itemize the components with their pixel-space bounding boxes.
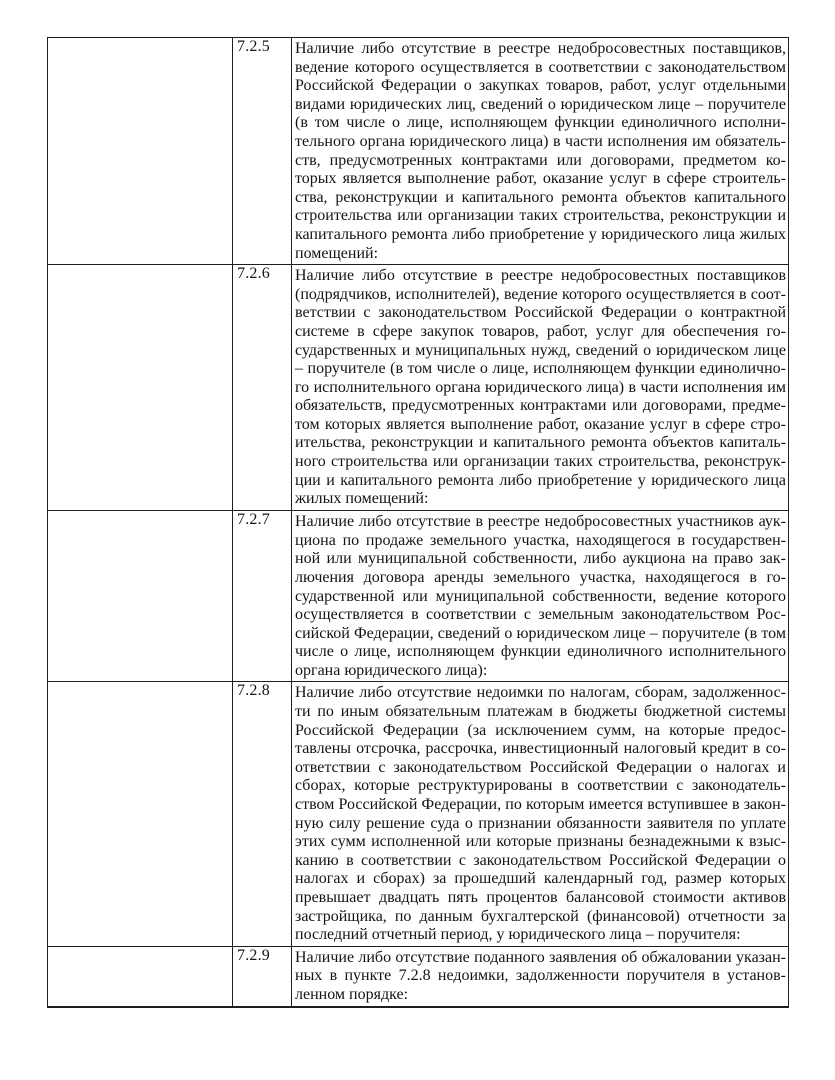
table-row-7-2-7 bbox=[48, 511, 789, 682]
item-description: Наличие либо отсутствие в реестре недобросовестных участников аук- циона по продаже земельного участка, находящегося в государствен- ной или муниципальной собственности, либо аукциона на право зак- лючения договора аренды земельного участка, находящегося в го- сударственной или муниципальной собственности, ведение которого осуществляется в соответствии с земельным законодательством Рос- сийской Федерации, сведений о юридическом лице – поручителе (в том числе о лице, исполняющем функции единоличного исполнительного органа юридического лица): bbox=[292, 511, 789, 682]
item-description: Наличие либо отсутствие поданного заявления об обжаловании указан- ных в пункте 7.2.8 недоимки, задолженности поручителя в установ- ленном порядке: bbox=[292, 946, 789, 1006]
criteria-table-body bbox=[48, 38, 789, 1007]
item-number: 7.2.6 bbox=[233, 265, 292, 511]
item-description: Наличие либо отсутствие недоимки по налогам, сборам, задолженнос- ти по иным обязательным платежам в бюджеты бюджетной системы Российской Федерации (за исключением сумм, на которые предос- тавлены отсрочка, рассрочка, инвестиционный налоговый кредит в со- ответствии с законодательством Российской Федерации о налогах и сборах, которые реструктурированы в соответствии с законодатель- ством Российской Федерации, по которым имеется вступившее в закон- ную силу решение суда о признании обязанности заявителя по уплате этих сумм исполненной или которые признаны безнадежными к взыс- канию в соответствии с законодательством Российской Федерации о налогах и сборах) за прошедший календарный год, размер которых превышает двадцать пять процентов балансовой стоимости активов застройщика, по данным бухгалтерской (финансовой) отчетности за последний отчетный период, у юридического лица – поручителя: bbox=[292, 682, 789, 946]
item-description: Наличие либо отсутствие в реестре недобросовестных поставщиков (подрядчиков, исполнителей), ведение которого осуществляется в соот- ветствии с законодательством Российской Федерации о контрактной системе в сфере закупок товаров, работ, услуг для обеспечения го- сударственных и муниципальных нужд, сведений о юридическом лице – поручителе (в том числе о лице, исполняющем функции единолично- го исполнительного органа юридического лица) в части исполнения им обязательств, предусмотренных контрактами или договорами, предме- том которых является выполнение работ, оказание услуг в сфере стро- ительства, реконструкции и капитального ремонта объектов капиталь- ного строительства или организации таких строительства, реконструк- ции и капитального ремонта либо приобретение у юридического лица жилых помещений: bbox=[292, 265, 789, 511]
item-number: 7.2.9 bbox=[233, 946, 292, 1006]
criteria-cell bbox=[48, 946, 233, 1006]
item-number: 7.2.5 bbox=[233, 38, 292, 265]
table-row-7-2-6 bbox=[48, 265, 789, 511]
criteria-cell bbox=[48, 265, 233, 511]
criteria-cell bbox=[48, 38, 233, 265]
item-number: 7.2.8 bbox=[233, 682, 292, 946]
item-number: 7.2.7 bbox=[233, 511, 292, 682]
item-description: Наличие либо отсутствие в реестре недобросовестных поставщиков, ведение которого осуществляется в соответствии с законодательством Российской Федерации о закупках товаров, работ, услуг отдельными видами юридических лиц, сведений о юридическом лице – поручителе (в том числе о лице, исполняющем функции единоличного исполни- тельного органа юридического лица) в части исполнения им обязатель- ств, предусмотренных контрактами или договорами, предметом ко- торых является выполнение работ, оказание услуг в сфере строитель- ства, реконструкции и капитального ремонта объектов капитального строительства или организации таких строительства, реконструкции и капитального ремонта либо приобретение у юридического лица жилых помещений: bbox=[292, 38, 789, 265]
criteria-cell bbox=[48, 511, 233, 682]
table-row-7-2-8 bbox=[48, 682, 789, 946]
criteria-cell bbox=[48, 682, 233, 946]
table-row-7-2-9 bbox=[48, 946, 789, 1006]
table-row-7-2-5 bbox=[48, 38, 789, 265]
criteria-table bbox=[47, 37, 789, 1008]
